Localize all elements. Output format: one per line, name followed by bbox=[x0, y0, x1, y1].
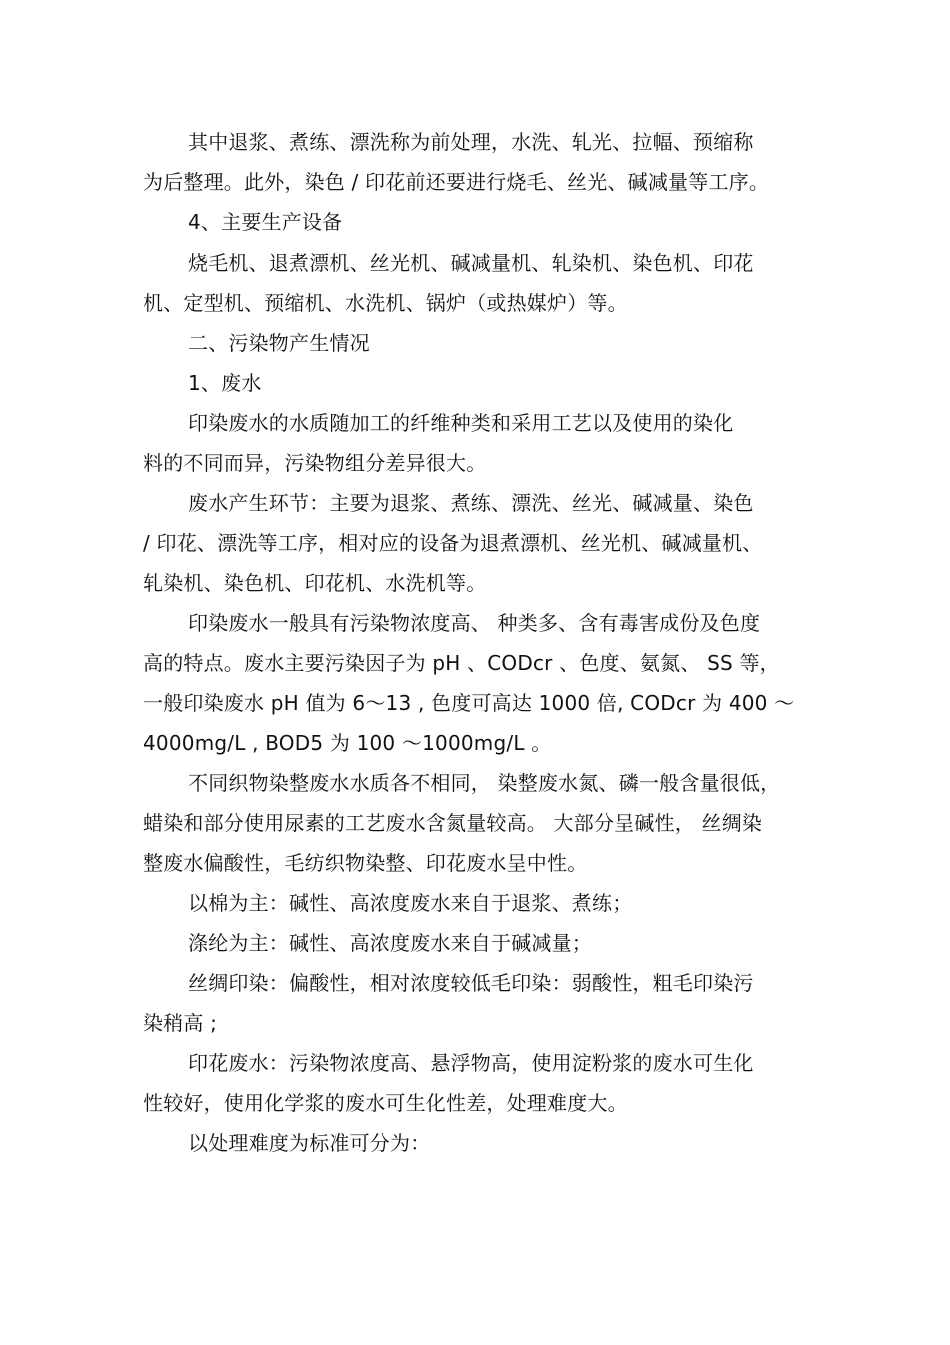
paragraph-line: 印染废水一般具有污染物浓度高、 种类多、含有毒害成份及色度 bbox=[188, 611, 761, 635]
paragraph-line: 其中退浆、煮练、漂洗称为前处理，水洗、轧光、拉幅、预缩称 bbox=[188, 130, 754, 154]
section-heading: 二、污染物产生情况 bbox=[188, 331, 370, 355]
paragraph-line: 不同织物染整废水水质各不相同， 染整废水氮、磷一般含量很低， bbox=[188, 771, 781, 795]
paragraph-line: 为后整理。此外，染色 / 印花前还要进行烧毛、丝光、碱减量等工序。 bbox=[143, 170, 770, 194]
paragraph-line: 高的特点。废水主要污染因子为 pH 、CODcr 、色度、氨氮、 SS 等， bbox=[143, 651, 780, 675]
paragraph-line: 4000mg/L , BOD5 为 100 ～1000mg/L 。 bbox=[143, 731, 552, 755]
section-heading: 1、废水 bbox=[188, 371, 262, 395]
paragraph-line: 料的不同而异，污染物组分差异很大。 bbox=[143, 451, 487, 475]
paragraph-line: 染稍高 ; bbox=[143, 1011, 218, 1035]
paragraph-line: 涤纶为主：碱性、高浓度废水来自于碱减量； bbox=[188, 931, 592, 955]
paragraph-line: 印染废水的水质随加工的纤维种类和采用工艺以及使用的染化 bbox=[188, 411, 734, 435]
paragraph-line: 以棉为主：碱性、高浓度废水来自于退浆、煮练； bbox=[188, 891, 633, 915]
paragraph-line: 印花废水：污染物浓度高、悬浮物高，使用淀粉浆的废水可生化 bbox=[188, 1051, 754, 1075]
section-heading: 4、主要生产设备 bbox=[188, 210, 343, 234]
paragraph-line: / 印花、漂洗等工序，相对应的设备为退煮漂机、丝光机、碱减量机、 bbox=[143, 531, 763, 555]
paragraph-line: 废水产生环节：主要为退浆、煮练、漂洗、丝光、碱减量、染色 bbox=[188, 491, 754, 515]
paragraph-line: 轧染机、染色机、印花机、水洗机等。 bbox=[143, 571, 487, 595]
paragraph-line: 整废水偏酸性，毛纺织物染整、印花废水呈中性。 bbox=[143, 851, 588, 875]
paragraph-line: 丝绸印染：偏酸性，相对浓度较低毛印染：弱酸性，粗毛印染污 bbox=[188, 971, 754, 995]
paragraph-line: 性较好，使用化学浆的废水可生化性差，处理难度大。 bbox=[143, 1091, 628, 1115]
paragraph-line: 蜡染和部分使用尿素的工艺废水含氮量较高。 大部分呈碱性， 丝绸染 bbox=[143, 811, 763, 835]
paragraph-line: 机、定型机、预缩机、水洗机、锅炉（或热媒炉）等。 bbox=[143, 291, 628, 315]
paragraph-line: 以处理难度为标准可分为： bbox=[188, 1131, 431, 1155]
paragraph-line: 烧毛机、退煮漂机、丝光机、碱减量机、轧染机、染色机、印花 bbox=[188, 251, 754, 275]
paragraph-line: 一般印染废水 pH 值为 6～13 , 色度可高达 1000 倍, CODcr 为 400 ～ bbox=[143, 691, 795, 715]
